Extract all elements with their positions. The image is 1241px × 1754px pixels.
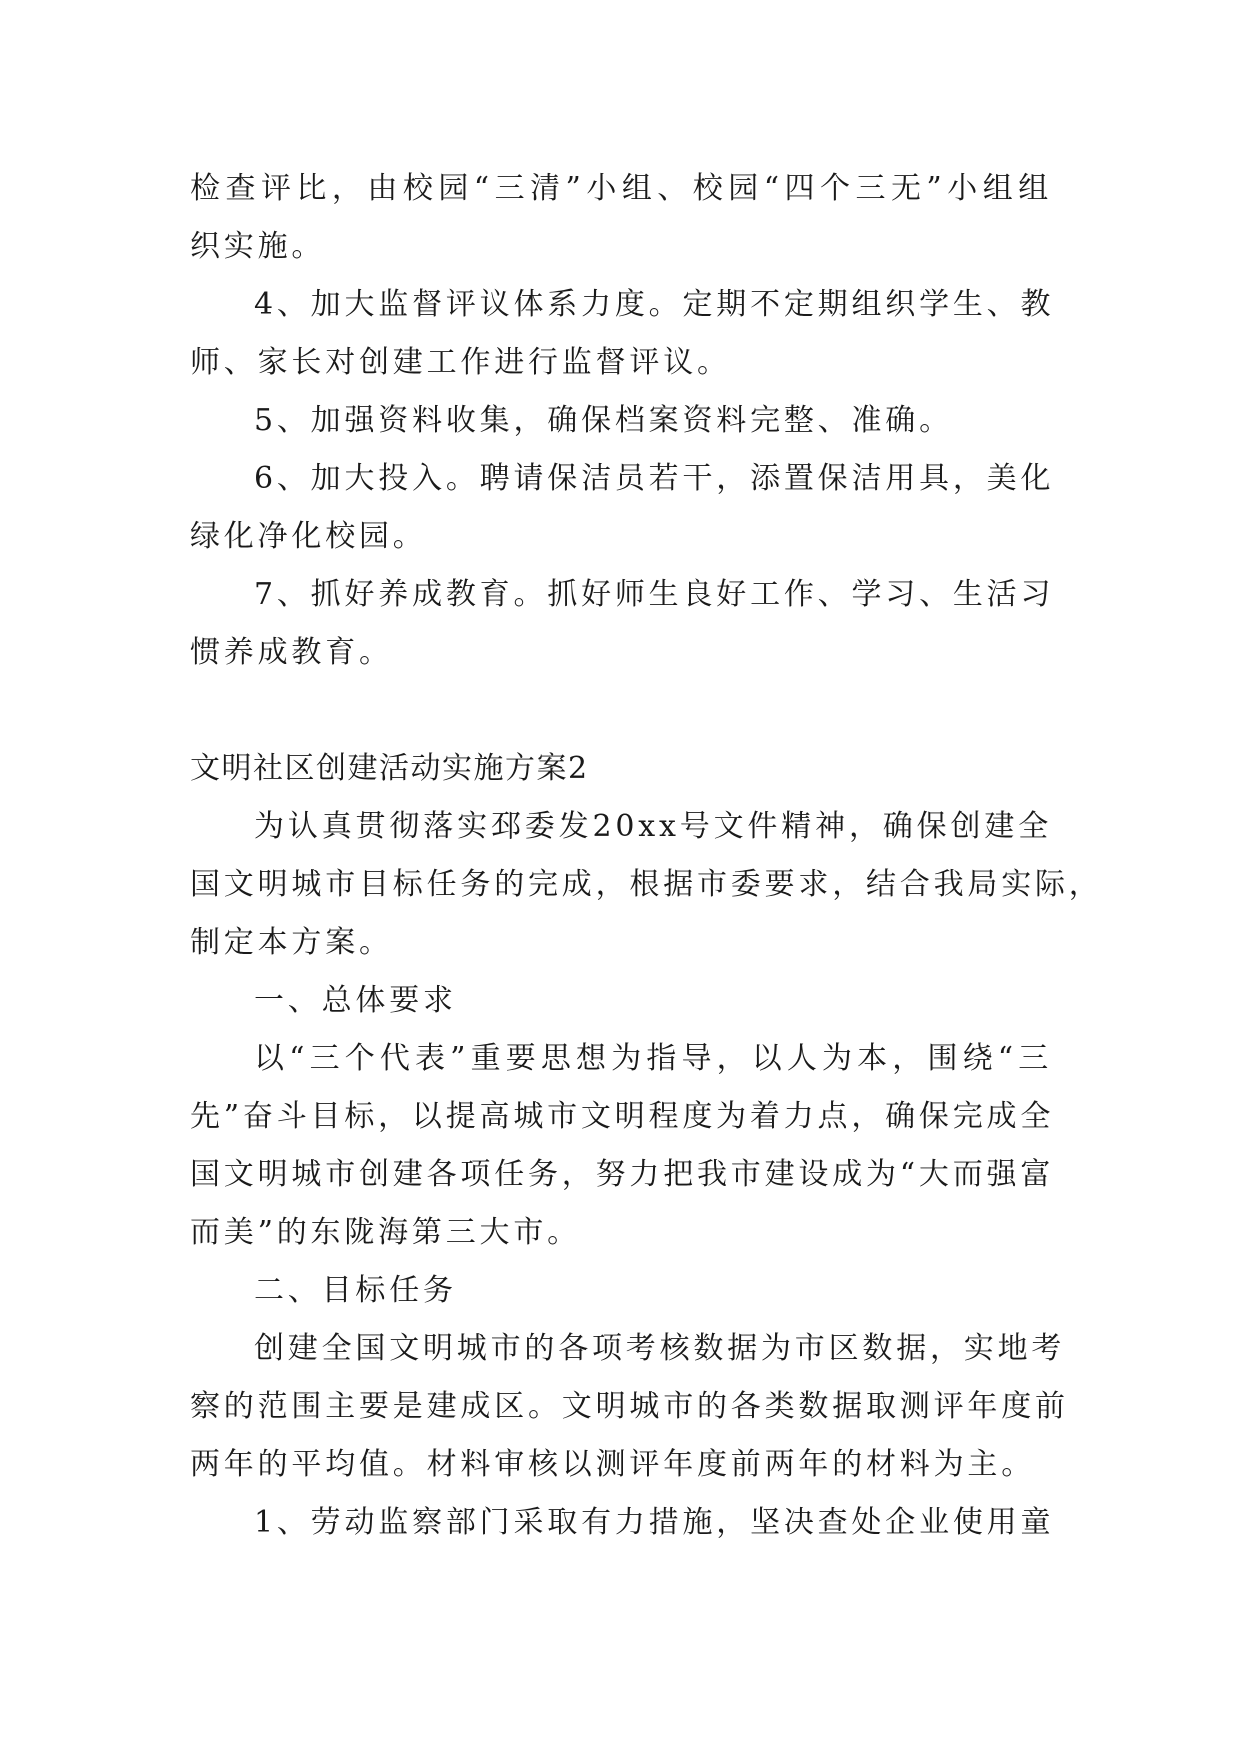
text-line: 织实施。 [190, 229, 326, 264]
text-line: 而美”的东陇海第三大市。 [190, 1215, 581, 1250]
text-line: 1、劳动监察部门采取有力措施，坚决查处企业使用童 [254, 1505, 1055, 1540]
text-line: 检查评比，由校园“三清”小组、校园“四个三无”小组组 [190, 171, 1052, 206]
text-line: 绿化净化校园。 [190, 519, 427, 554]
paragraph-general-requirements [190, 1030, 1055, 1262]
document-page [190, 160, 1103, 1552]
paragraph-target-tasks [190, 1320, 1069, 1494]
paragraph-item-5 [190, 392, 1052, 450]
subheading-target-tasks [190, 1262, 1052, 1320]
paragraph-item-7 [190, 566, 1055, 682]
text-line: 国文明城市创建各项任务，努力把我市建设成为“大而强富 [190, 1157, 1055, 1192]
text-line: 两年的平均值。材料审核以测评年度前两年的材料为主。 [190, 1447, 1035, 1482]
text-line: 4、加大监督评议体系力度。定期不定期组织学生、教 [254, 287, 1055, 322]
section-title: 文明社区创建活动实施方案2 [190, 751, 589, 786]
text-line: 二、目标任务 [254, 1273, 457, 1308]
text-line: 国文明城市目标任务的完成，根据市委要求，结合我局实际， [190, 867, 1103, 902]
text-line: 7、抓好养成教育。抓好师生良好工作、学习、生活习 [254, 577, 1055, 612]
text-line: 先”奋斗目标，以提高城市文明程度为着力点，确保完成全 [190, 1099, 1055, 1134]
text-line: 师、家长对创建工作进行监督评议。 [190, 345, 731, 380]
text-line: 惯养成教育。 [190, 635, 393, 670]
section-gap [190, 682, 1052, 740]
subheading-general-requirements [190, 972, 1052, 1030]
text-line: 察的范围主要是建成区。文明城市的各类数据取测评年度前 [190, 1389, 1069, 1424]
paragraph-intro [190, 798, 1103, 972]
text-line: 5、加强资料收集，确保档案资料完整、准确。 [254, 403, 953, 438]
paragraph-item-6 [190, 450, 1055, 566]
text-line: 创建全国文明城市的各项考核数据为市区数据，实地考 [254, 1331, 1066, 1366]
text-line: 为认真贯彻落实邳委发20xx号文件精神，确保创建全 [254, 809, 1052, 844]
text-line: 制定本方案。 [190, 925, 393, 960]
paragraph-item-4 [190, 276, 1055, 392]
paragraph-item-labor [190, 1494, 1055, 1552]
paragraph-inspection [190, 160, 1052, 276]
text-line: 一、总体要求 [254, 983, 457, 1018]
text-line: 以“三个代表”重要思想为指导，以人为本，围绕“三 [254, 1041, 1052, 1076]
text-line: 6、加大投入。聘请保洁员若干，添置保洁用具，美化 [254, 461, 1055, 496]
